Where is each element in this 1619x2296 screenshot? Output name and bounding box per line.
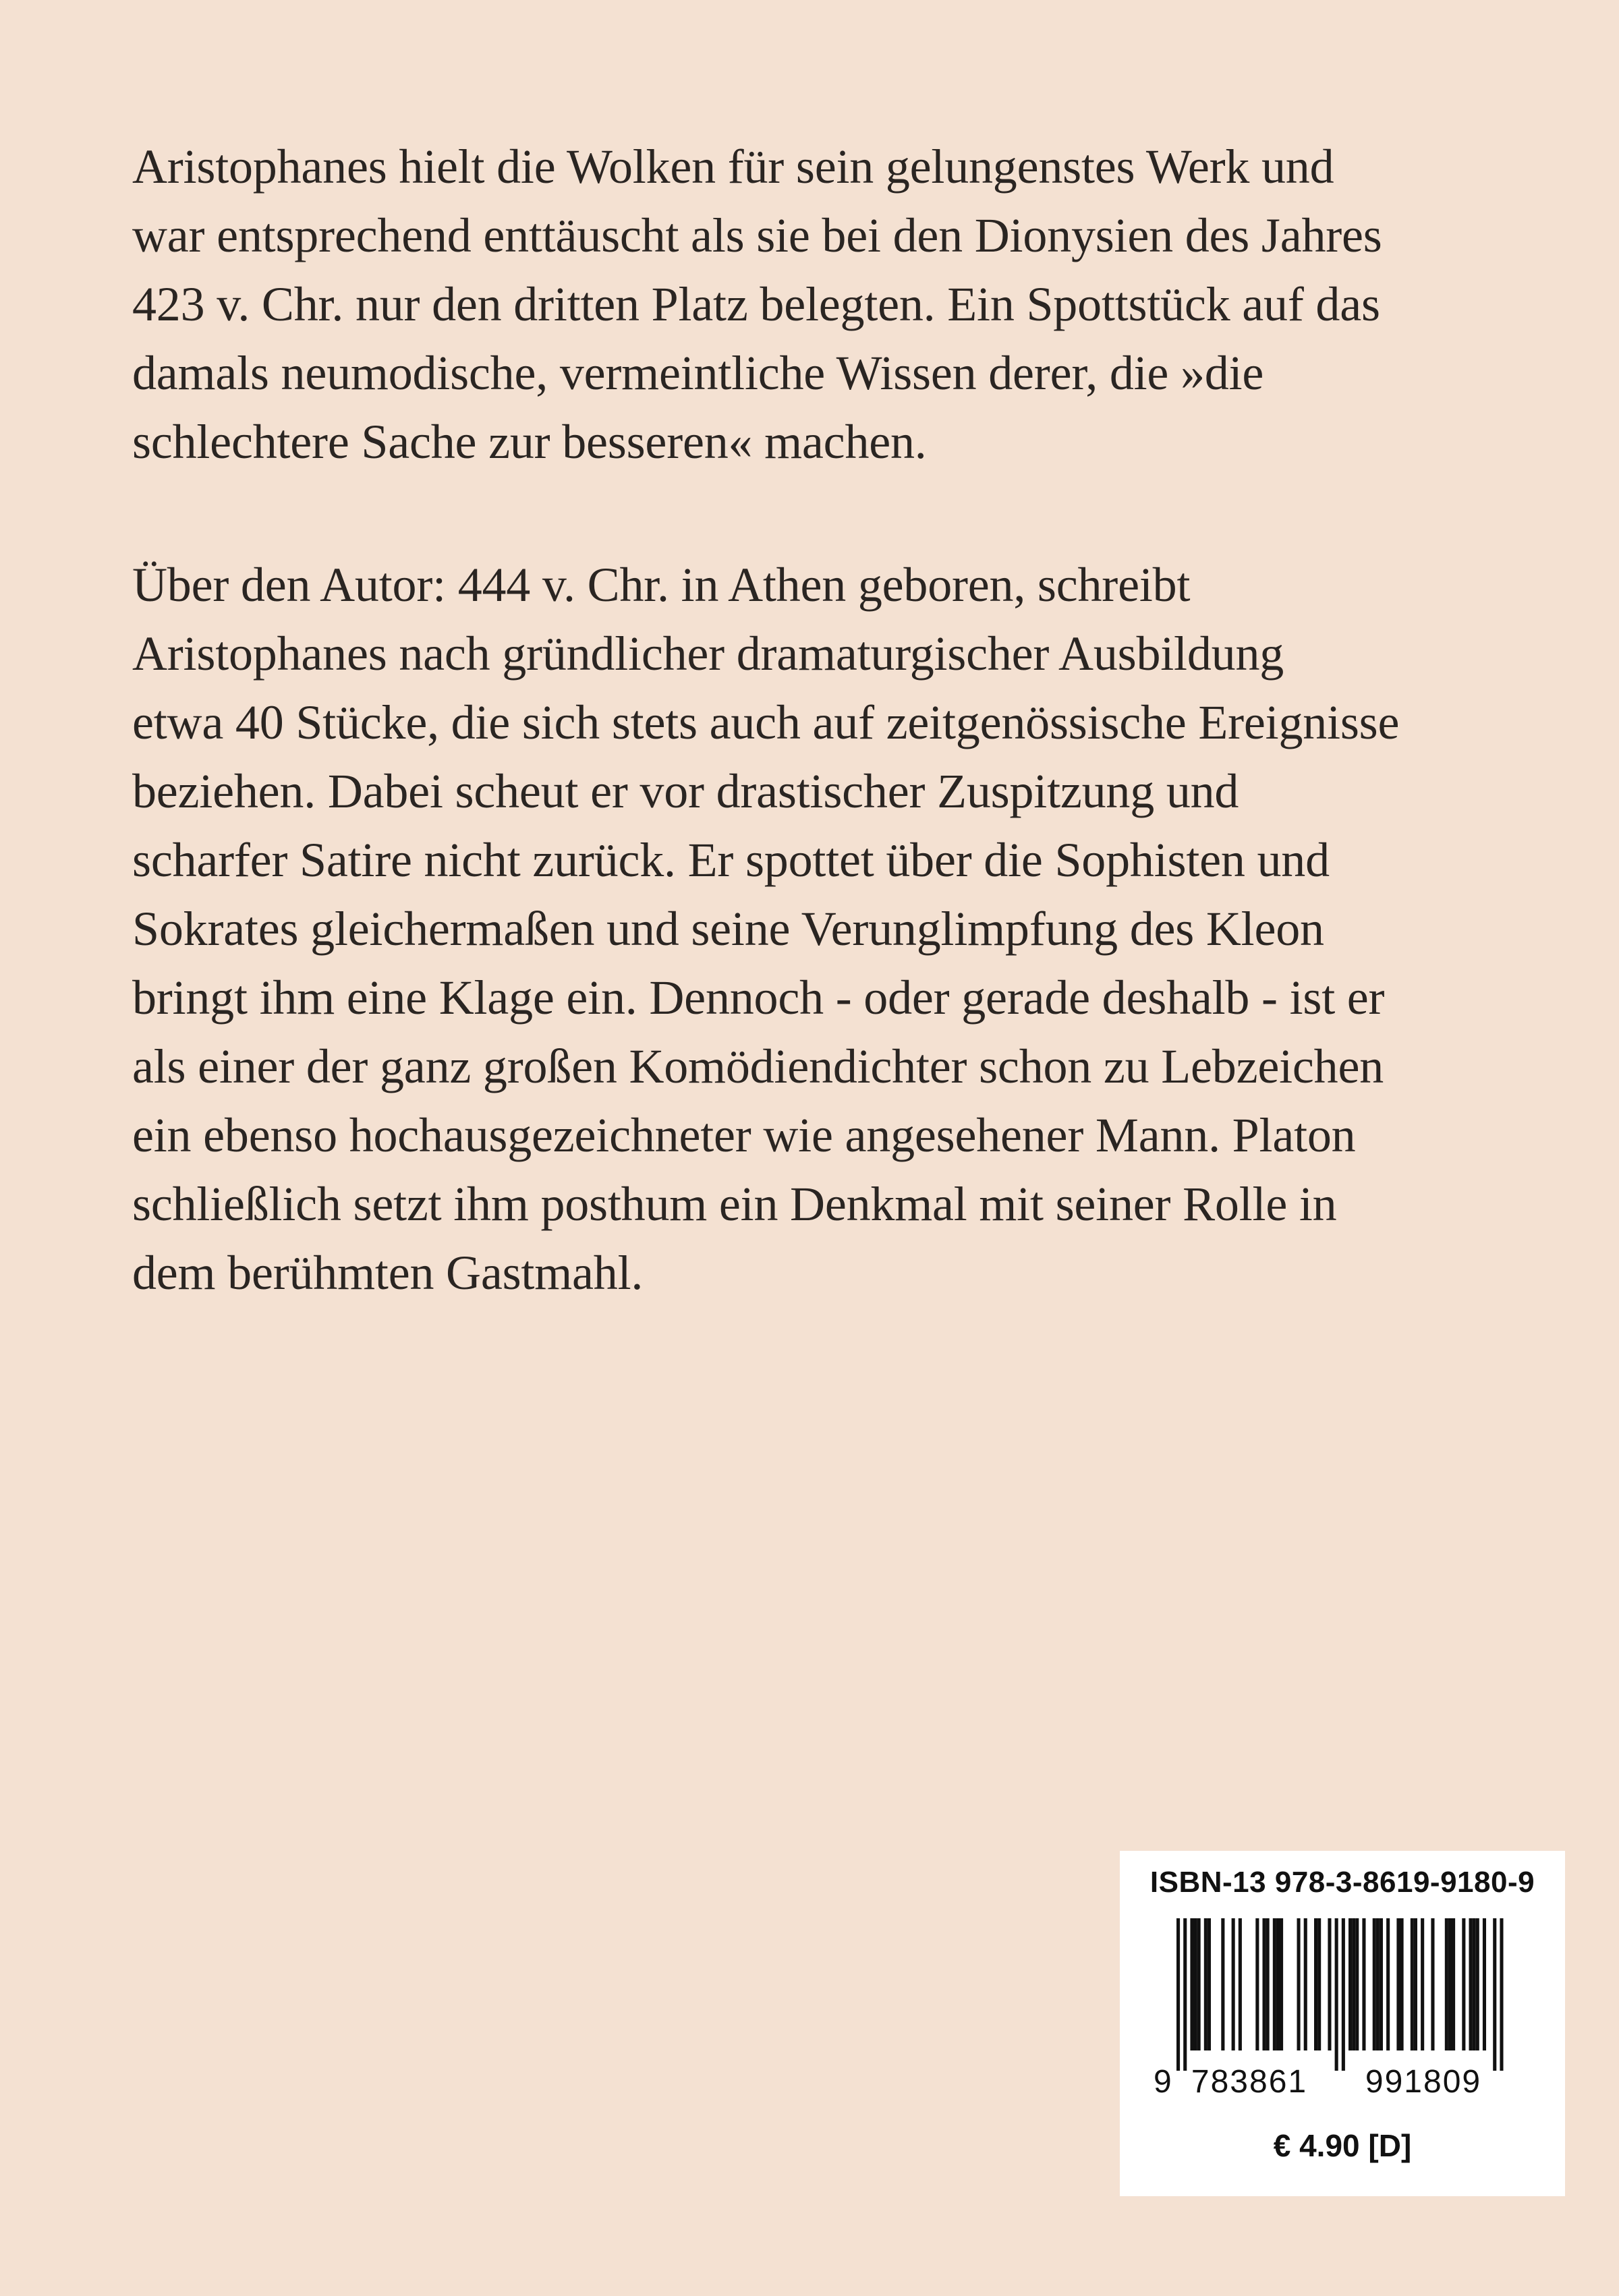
barcode-lead-digit: 9 — [1154, 2064, 1172, 2098]
barcode-bar — [1204, 1918, 1208, 2050]
blurb-line: Aristophanes hielt die Wolken für sein gelungenstes Werk und — [132, 140, 1334, 194]
bio-line: bringt ihm eine Klage ein. Dennoch - oder gerade deshalb - ist er — [132, 971, 1385, 1025]
barcode-bars — [1176, 1918, 1504, 2071]
bio-line: beziehen. Dabei scheut er vor drastischer Zuspitzung und — [132, 764, 1239, 818]
bio-line: Über den Autor: 444 v. Chr. in Athen geboren, schreibt — [132, 558, 1191, 612]
barcode-bar — [1348, 1918, 1352, 2050]
barcode-bar — [1221, 1918, 1224, 2050]
barcode-bar — [1280, 1918, 1283, 2050]
barcode-bar — [1194, 1918, 1197, 2050]
barcode-bar — [1400, 1918, 1404, 2050]
barcode-bar — [1190, 1918, 1193, 2050]
barcode-right-digits: 991809 — [1365, 2064, 1482, 2098]
barcode-guard-bar — [1176, 1918, 1180, 2071]
barcode-bar — [1297, 1918, 1301, 2050]
barcode-bar — [1276, 1918, 1280, 2050]
barcode-bar — [1386, 1918, 1390, 2050]
barcode-bar — [1414, 1918, 1417, 2050]
barcode-bar — [1373, 1918, 1376, 2050]
barcode-bar — [1273, 1918, 1276, 2050]
bio-line: ein ebenso hochausgezeichneter wie angesehener Mann. Platon — [132, 1108, 1356, 1162]
barcode-guard-bar — [1335, 1918, 1338, 2071]
barcode-bar — [1314, 1918, 1317, 2050]
barcode-bar — [1208, 1918, 1211, 2050]
barcode-bar — [1239, 1918, 1242, 2050]
barcode-bar — [1355, 1918, 1359, 2050]
barcode-bar — [1232, 1918, 1235, 2050]
barcode-bar — [1476, 1918, 1479, 2050]
blurb-line: war entsprechend enttäuscht als sie bei den Dionysien des Jahres — [132, 208, 1382, 262]
barcode-guard-bar — [1342, 1918, 1345, 2071]
barcode-guard-bar — [1500, 1918, 1503, 2071]
bio-line: etwa 40 Stücke, die sich stets auch auf zeitgenössische Ereignisse — [132, 695, 1400, 749]
barcode-bar — [1263, 1918, 1266, 2050]
barcode-bar — [1362, 1918, 1365, 2050]
bio-line: als einer der ganz großen Komödiendichter schon zu Lebzeichen — [132, 1039, 1384, 1093]
barcode-bar — [1197, 1918, 1201, 2050]
barcode-left-digits: 783861 — [1191, 2064, 1308, 2098]
barcode-bar — [1448, 1918, 1452, 2050]
isbn-label: ISBN-13 978-3-8619-9180-9 — [1149, 1866, 1535, 1899]
barcode-bar — [1266, 1918, 1270, 2050]
barcode-bar — [1473, 1918, 1476, 2050]
price-label: € 4.90 [D] — [1273, 2128, 1412, 2163]
barcode-bar — [1483, 1918, 1486, 2050]
barcode-guard-bar — [1183, 1918, 1187, 2071]
barcode-bar — [1421, 1918, 1424, 2050]
barcode-bar — [1304, 1918, 1307, 2050]
barcode-bar — [1317, 1918, 1321, 2050]
bio-line: scharfer Satire nicht zurück. Er spottet über die Sophisten und — [132, 833, 1330, 887]
blurb-line: damals neumodische, vermeintliche Wissen derer, die »die — [132, 346, 1264, 400]
bio-line: dem berühmten Gastmahl. — [132, 1246, 644, 1300]
barcode-bar — [1352, 1918, 1355, 2050]
author-bio-paragraph — [132, 550, 1495, 1307]
barcode-bar — [1469, 1918, 1473, 2050]
bio-line: Aristophanes nach gründlicher dramaturgischer Ausbildung — [132, 627, 1284, 681]
barcode-bar — [1396, 1918, 1400, 2050]
bio-line: Sokrates gleichermaßen und seine Verunglimpfung des Kleon — [132, 902, 1324, 956]
barcode-bar — [1380, 1918, 1383, 2050]
blurb-paragraph — [132, 132, 1495, 476]
barcode-bar — [1452, 1918, 1455, 2050]
barcode-image — [1147, 1916, 1538, 2098]
blurb-line: 423 v. Chr. nur den dritten Platz belegten. Ein Spottstück auf das — [132, 277, 1380, 331]
barcode-bar — [1411, 1918, 1414, 2050]
blurb-line: schlechtere Sache zur besseren« machen. — [132, 415, 927, 469]
barcode-bar — [1431, 1918, 1434, 2050]
barcode-bar — [1445, 1918, 1448, 2050]
barcode-bar — [1376, 1918, 1380, 2050]
barcode-bar — [1462, 1918, 1465, 2050]
barcode-bar — [1328, 1918, 1331, 2050]
barcode-box — [1120, 1851, 1565, 2196]
bio-line: schließlich setzt ihm posthum ein Denkmal mit seiner Rolle in — [132, 1177, 1337, 1231]
barcode-guard-bar — [1493, 1918, 1496, 2071]
barcode-bar — [1255, 1918, 1259, 2050]
